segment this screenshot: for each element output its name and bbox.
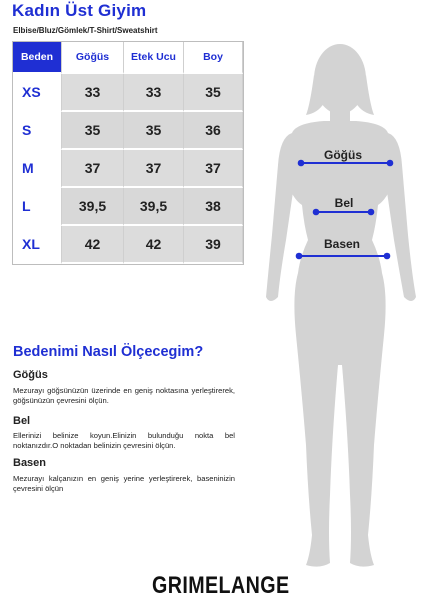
hem-value: 42	[124, 226, 184, 264]
header-size: Beden	[13, 42, 62, 74]
header-chest: Göğüs	[62, 42, 124, 74]
waist-measure-dot-left	[313, 209, 320, 216]
size-label: L	[13, 188, 62, 226]
length-value: 37	[184, 150, 243, 188]
hip-heading: Basen	[13, 457, 47, 469]
header-length: Boy	[184, 42, 243, 74]
length-value: 36	[184, 112, 243, 150]
page-subtitle: Elbise/Bluz/Gömlek/T-Shirt/Sweatshirt	[13, 26, 158, 35]
chest-measure-dot-right	[387, 160, 394, 167]
hem-value: 35	[124, 112, 184, 150]
size-label: M	[13, 150, 62, 188]
waist-heading: Bel	[13, 415, 31, 427]
header-hem: Etek Ucu	[124, 42, 184, 74]
chest-label: Göğüs	[324, 148, 362, 162]
chest-value: 33	[62, 74, 124, 112]
chest-value: 35	[62, 112, 124, 150]
hem-value: 39,5	[124, 188, 184, 226]
size-label: XS	[13, 74, 62, 112]
page-title: Kadın Üst Giyim	[12, 1, 147, 20]
waist-instructions: Ellerinizi belinize koyun.Elinizin bulunduğu nokta bel noktanızdır.O noktadan belinizin çevresini ölçün.	[13, 431, 235, 450]
chest-value: 39,5	[62, 188, 124, 226]
chest-value: 37	[62, 150, 124, 188]
silhouette-shape	[266, 44, 416, 567]
chest-measure-dot-left	[298, 160, 305, 167]
brand-logo: GRIMELANGE	[152, 572, 290, 599]
chest-heading: Göğüs	[13, 369, 48, 381]
table-header-row	[13, 42, 243, 74]
hem-value: 33	[124, 74, 184, 112]
table-row	[13, 150, 243, 188]
hip-measure-dot-left	[296, 253, 303, 260]
waist-measure-dot-right	[368, 209, 375, 216]
waist-label: Bel	[334, 196, 354, 210]
size-label: XL	[13, 226, 62, 264]
hip-instructions: Mezurayı kalçanızın en geniş yerine yerleştirerek, baseninizin çevresini ölçün	[13, 474, 235, 493]
chest-instructions: Mezurayı göğsünüzün üzerinde en geniş noktasına yerleştirerek, göğsünüzün çevresini ölçün.	[13, 386, 235, 405]
table-row	[13, 112, 243, 150]
hip-measure-dot-right	[384, 253, 391, 260]
table-row	[13, 74, 243, 112]
size-label: S	[13, 112, 62, 150]
length-value: 39	[184, 226, 243, 264]
hip-label: Basen	[323, 237, 361, 251]
length-value: 35	[184, 74, 243, 112]
measure-guide-title: Bedenimi Nasıl Ölçecegim?	[13, 344, 204, 360]
hem-value: 37	[124, 150, 184, 188]
table-row	[13, 188, 243, 226]
chest-value: 42	[62, 226, 124, 264]
size-table	[12, 41, 244, 265]
length-value: 38	[184, 188, 243, 226]
body-silhouette	[266, 35, 424, 590]
table-row	[13, 226, 243, 264]
